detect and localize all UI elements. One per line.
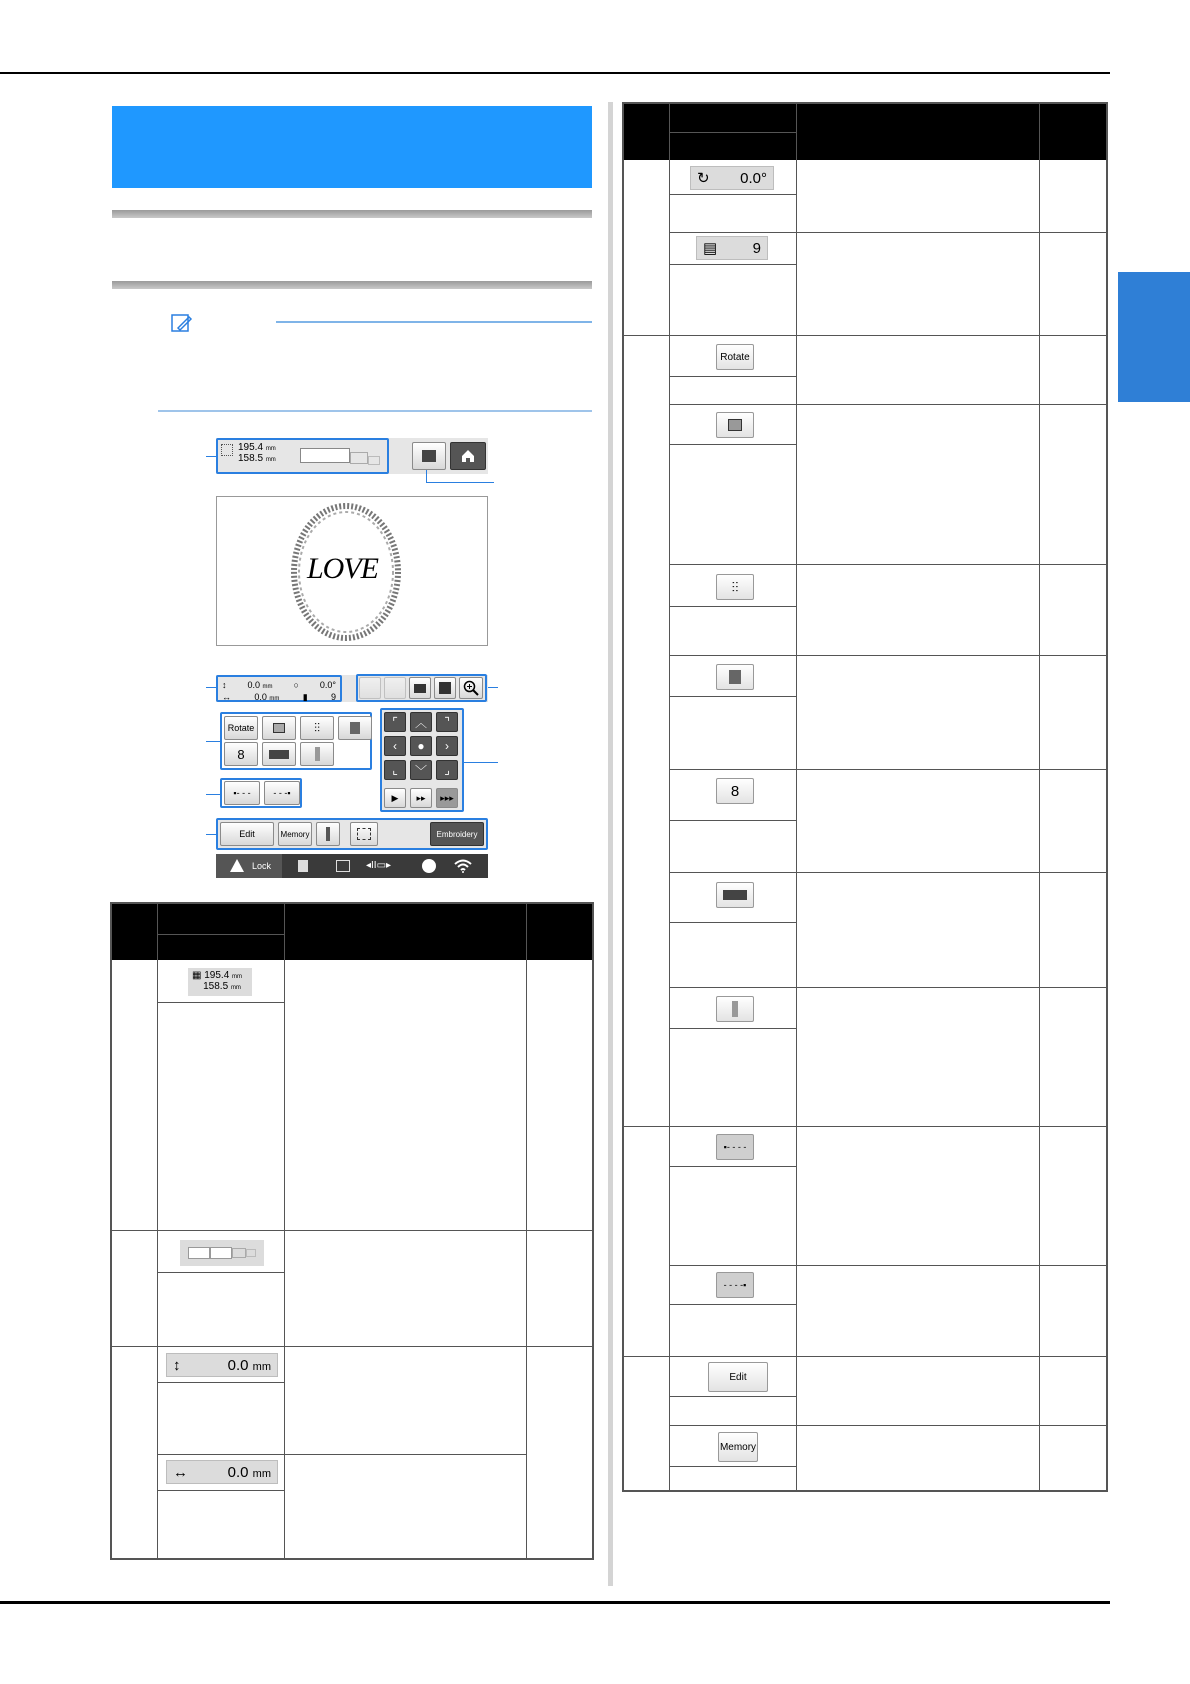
memo-rule-bottom bbox=[158, 410, 592, 412]
warning-icon bbox=[230, 859, 244, 872]
pattern-display-area bbox=[216, 496, 488, 646]
memory-button-sample: Memory bbox=[718, 1432, 758, 1462]
vertical-position-sample: ↕ 0.0 mm bbox=[166, 1353, 278, 1377]
move-left-button[interactable] bbox=[384, 736, 406, 756]
hoop-view-button[interactable] bbox=[434, 677, 456, 699]
arrow-left-icon: ‹ bbox=[393, 739, 397, 753]
end-point-button[interactable]: - - -▪ bbox=[264, 781, 300, 805]
horizontal-arrow-icon: ↔ bbox=[222, 692, 231, 702]
pattern-text: LOVE bbox=[307, 552, 378, 585]
callout-line-1 bbox=[206, 456, 216, 457]
move-down-left-button[interactable]: ⌞ bbox=[384, 760, 406, 780]
column-divider bbox=[608, 102, 613, 1586]
top-rule bbox=[0, 72, 1110, 74]
memo-icon bbox=[170, 312, 194, 334]
play-icon: ▶ bbox=[391, 792, 399, 803]
section-heading-box bbox=[112, 106, 592, 188]
left-table-header bbox=[112, 904, 592, 960]
bobbin-button[interactable] bbox=[300, 742, 334, 766]
speed-2-button[interactable]: ▸▸ bbox=[410, 788, 432, 808]
rotate-angle-icon: ↻ bbox=[697, 170, 710, 187]
arrow-up-icon: ︿ bbox=[414, 715, 427, 730]
thread-palette-button[interactable] bbox=[262, 742, 296, 766]
status-bar bbox=[216, 854, 488, 878]
hoop-indicator-sample bbox=[180, 1240, 264, 1266]
move-down-right-button[interactable]: ⌟ bbox=[436, 760, 458, 780]
start-point-button[interactable]: ▪- - - bbox=[224, 781, 260, 805]
color-count-sample: ▤ 9 bbox=[696, 236, 768, 260]
callout-line-8 bbox=[206, 834, 216, 835]
arrow-right-icon: › bbox=[445, 739, 449, 753]
camera-button[interactable] bbox=[409, 677, 431, 699]
horizontal-arrow-icon: ↔ bbox=[173, 1463, 188, 1481]
position-readout-frame: ↕ 0.0 mm ○ 0.0° ↔ 0.0 mm ▮ 9 bbox=[216, 675, 342, 702]
lock-label[interactable]: Lock bbox=[252, 861, 272, 871]
size-icon: ▦ bbox=[192, 970, 202, 981]
bottom-rule bbox=[0, 1601, 1110, 1604]
clock-icon[interactable] bbox=[422, 859, 436, 873]
size-icon bbox=[221, 444, 233, 456]
lcd-screen bbox=[216, 438, 488, 878]
view-tool-1-button[interactable] bbox=[359, 677, 381, 699]
move-up-button[interactable] bbox=[410, 712, 432, 732]
duplicate-button-sample bbox=[716, 664, 754, 690]
bobbin-button-sample bbox=[716, 996, 754, 1022]
size-readout-sample: ▦ 195.4 mm 158.5 mm bbox=[188, 968, 252, 996]
callout-line-2-stem bbox=[426, 470, 427, 482]
wifi-icon[interactable] bbox=[454, 859, 472, 873]
hoop-icon-medium bbox=[350, 452, 368, 464]
zoom-icon bbox=[463, 680, 479, 696]
edit-button[interactable]: Edit bbox=[220, 822, 274, 846]
hoop-icon-small bbox=[368, 456, 380, 465]
thread-palette-button-sample bbox=[716, 882, 754, 908]
camera-icon bbox=[414, 684, 426, 693]
callout-line-4 bbox=[488, 687, 498, 688]
zoom-button[interactable] bbox=[459, 677, 483, 699]
rotate-button-sample: Rotate bbox=[716, 344, 754, 370]
center-icon: ● bbox=[417, 739, 425, 753]
thread-trim-button[interactable] bbox=[316, 822, 340, 846]
memo-rule bbox=[276, 321, 592, 323]
move-down-button[interactable] bbox=[410, 760, 432, 780]
horizontal-position-sample: ↔ 0.0 mm bbox=[166, 1460, 278, 1484]
vertical-arrow-icon: ↕ bbox=[222, 680, 227, 690]
callout-line-5 bbox=[206, 741, 220, 742]
color-change-button-sample bbox=[716, 412, 754, 438]
stitch-preview-button[interactable] bbox=[412, 442, 446, 470]
hoop-icon bbox=[300, 448, 350, 463]
home-icon bbox=[461, 449, 475, 463]
help-icon[interactable] bbox=[336, 860, 350, 872]
left-table bbox=[110, 902, 594, 1560]
start-point-button-sample: ▪- - - - bbox=[716, 1134, 754, 1160]
callout-line-7 bbox=[464, 762, 498, 763]
speed-1-button[interactable] bbox=[384, 788, 406, 808]
callout-line-6 bbox=[206, 794, 220, 795]
callout-line-3 bbox=[206, 687, 216, 688]
subheading-bar-bottom bbox=[112, 281, 592, 289]
height-readout: 158.5 bbox=[238, 453, 264, 464]
duplicate-button[interactable] bbox=[338, 716, 372, 740]
subheading-bar-top bbox=[112, 210, 592, 218]
width-readout: 195.4 bbox=[238, 442, 264, 453]
thread-icon: ▤ bbox=[703, 240, 718, 257]
color-change-button[interactable] bbox=[262, 716, 296, 740]
view-tool-2-button[interactable] bbox=[384, 677, 406, 699]
size-readout: 195.4 mm 158.5 mm bbox=[238, 442, 276, 464]
rotate-button[interactable]: Rotate bbox=[224, 716, 258, 740]
move-up-right-button[interactable]: ⌝ bbox=[436, 712, 458, 732]
group-button-sample: 8 bbox=[716, 778, 754, 804]
needle-mode-icon[interactable]: ◂II▭▸ bbox=[366, 860, 392, 871]
angle-readout-sample: ↻ 0.0° bbox=[690, 166, 774, 190]
move-up-left-button[interactable]: ⌜ bbox=[384, 712, 406, 732]
end-point-button-sample: - - - -▪ bbox=[716, 1272, 754, 1298]
edit-button-sample: Edit bbox=[708, 1362, 768, 1392]
manual-icon[interactable] bbox=[298, 860, 308, 872]
move-right-button[interactable] bbox=[436, 736, 458, 756]
chapter-tab bbox=[1118, 272, 1190, 402]
embroidery-button[interactable]: Embroidery bbox=[430, 822, 484, 846]
trial-button[interactable] bbox=[350, 822, 378, 846]
thread-icon: ▮ bbox=[302, 692, 308, 702]
speed-3-button[interactable]: ▸▸▸ bbox=[436, 788, 458, 808]
arrow-down-icon: ﹀ bbox=[414, 763, 427, 778]
group-button[interactable]: 8 bbox=[224, 742, 258, 766]
home-button[interactable] bbox=[450, 442, 486, 470]
memory-button[interactable]: Memory bbox=[278, 822, 312, 846]
array-button[interactable]: ⫶⫶ bbox=[300, 716, 334, 740]
right-table bbox=[622, 102, 1108, 1492]
center-button[interactable] bbox=[410, 736, 432, 756]
array-button-sample: ⫶⫶ bbox=[716, 574, 754, 600]
vertical-arrow-icon: ↕ bbox=[173, 1356, 181, 1374]
callout-line-2 bbox=[426, 482, 494, 483]
rotate-angle-icon: ○ bbox=[293, 680, 299, 690]
